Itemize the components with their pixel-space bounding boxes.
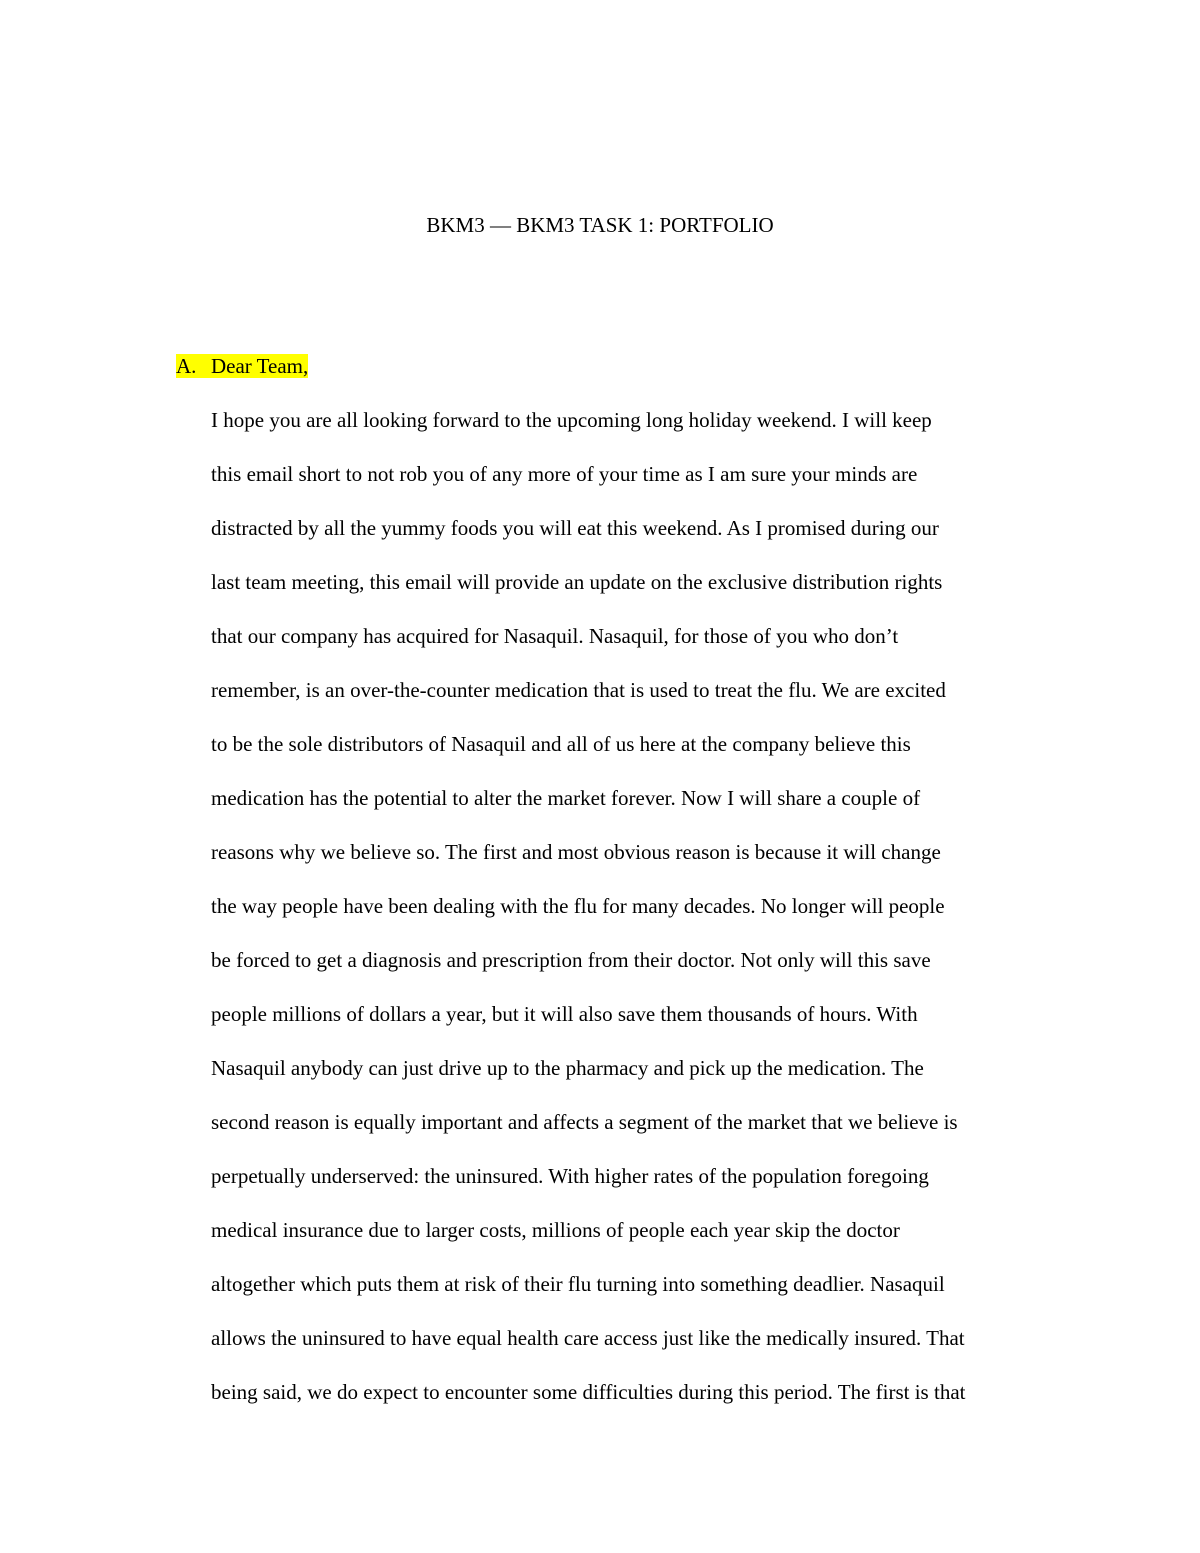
salutation-text: Dear Team, <box>211 354 309 378</box>
body-line: altogether which puts them at risk of their flu turning into something deadlier. Nasaquil <box>211 1272 945 1296</box>
body-line: remember, is an over-the-counter medication that is used to treat the flu. We are excited <box>211 678 946 702</box>
body-line: to be the sole distributors of Nasaquil and all of us here at the company believe this <box>211 732 911 756</box>
body-line: medical insurance due to larger costs, millions of people each year skip the doctor <box>211 1218 900 1242</box>
body-line: this email short to not rob you of any more of your time as I am sure your minds are <box>211 462 918 486</box>
body-line: allows the uninsured to have equal health care access just like the medically insured. That <box>211 1326 965 1350</box>
body-line: Nasaquil anybody can just drive up to the pharmacy and pick up the medication. The <box>211 1056 924 1080</box>
body-line: I hope you are all looking forward to the upcoming long holiday weekend. I will keep <box>211 408 932 432</box>
email-body <box>211 405 1071 1431</box>
list-marker: A. <box>176 354 197 378</box>
body-line: distracted by all the yummy foods you will eat this weekend. As I promised during our <box>211 516 939 540</box>
body-line: medication has the potential to alter the market forever. Now I will share a couple of <box>211 786 921 810</box>
body-line: reasons why we believe so. The first and most obvious reason is because it will change <box>211 840 941 864</box>
body-line: that our company has acquired for Nasaquil. Nasaquil, for those of you who don’t <box>211 624 899 648</box>
document-title: BKM3 — BKM3 TASK 1: PORTFOLIO <box>426 213 774 237</box>
body-line: the way people have been dealing with the flu for many decades. No longer will people <box>211 894 945 918</box>
body-line: perpetually underserved: the uninsured. With higher rates of the population foregoing <box>211 1164 929 1188</box>
section-a-salutation <box>176 351 308 381</box>
body-line: second reason is equally important and affects a segment of the market that we believe is <box>211 1110 958 1134</box>
body-line: last team meeting, this email will provide an update on the exclusive distribution rights <box>211 570 943 594</box>
body-line: being said, we do expect to encounter some difficulties during this period. The first is that <box>211 1380 966 1404</box>
highlighted-salutation <box>176 354 308 378</box>
body-line: people millions of dollars a year, but it will also save them thousands of hours. With <box>211 1002 918 1026</box>
body-line: be forced to get a diagnosis and prescription from their doctor. Not only will this save <box>211 948 931 972</box>
